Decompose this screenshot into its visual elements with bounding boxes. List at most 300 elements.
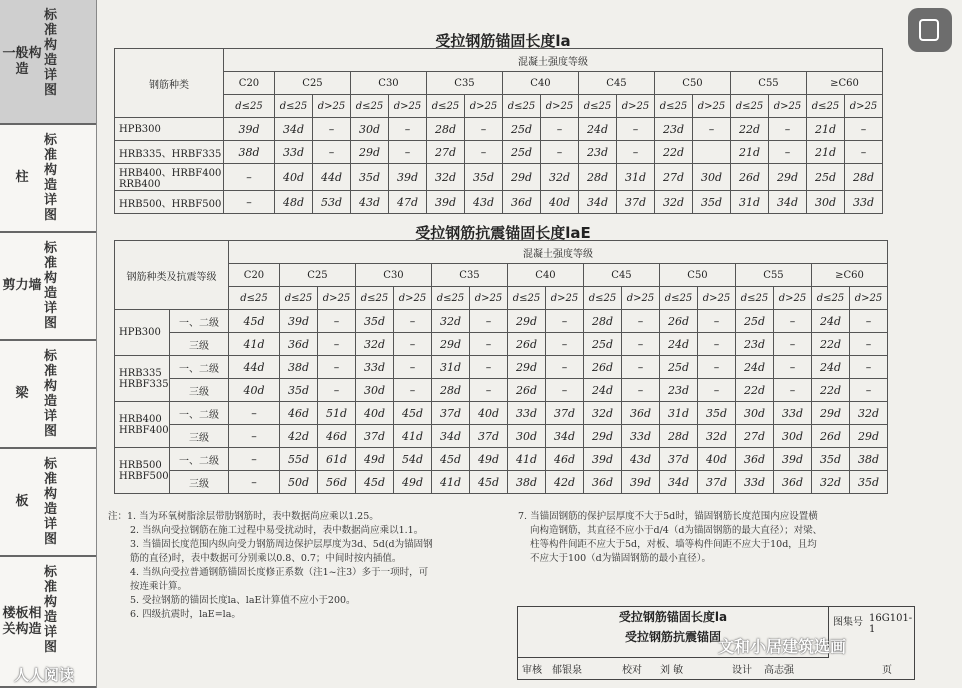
d-header: d≤25	[584, 287, 622, 310]
table-cell: –	[546, 310, 584, 333]
table-cell: 22d	[812, 333, 850, 356]
group-header: 混凝土强度等级	[224, 49, 883, 72]
table-cell: 42d	[280, 425, 318, 448]
table-cell: 29d	[432, 333, 470, 356]
grade-header: C45	[579, 72, 655, 95]
table-cell: –	[389, 118, 427, 141]
table-cell: –	[546, 356, 584, 379]
table-cell: 25d	[503, 141, 541, 164]
table-cell: 35d	[465, 164, 503, 191]
table-cell: –	[465, 118, 503, 141]
table-cell: –	[698, 333, 736, 356]
table-cell: 27d	[736, 425, 774, 448]
note-line: 柱等构件间距不应大于5d，对板、墙等构件间距不应大于10d，且均	[530, 539, 817, 550]
table-cell: –	[394, 310, 432, 333]
table-cell: 34d	[660, 471, 698, 494]
sidebar-tab-sublabel: 标准构造详图	[44, 8, 58, 98]
table-cell: 35d	[850, 471, 888, 494]
table-row-level: 三级	[170, 425, 229, 448]
row-header: 钢筋种类	[115, 49, 224, 118]
table-cell: 26d	[812, 425, 850, 448]
note-line: 4. 当纵向受拉普通钢筋锚固长度修正系数（注1~注3）多于一项时，可	[130, 567, 429, 578]
table-cell: 30d	[508, 425, 546, 448]
d-header: d>25	[394, 287, 432, 310]
table-cell: 31d	[731, 191, 769, 214]
table-cell: 44d	[313, 164, 351, 191]
seismic-anchorage-length-table	[114, 240, 888, 494]
table-cell: 26d	[660, 310, 698, 333]
d-header: d≤25	[736, 287, 774, 310]
table-cell: 21d	[731, 141, 769, 164]
table-cell: 45d	[229, 310, 280, 333]
table-cell: 32d	[698, 425, 736, 448]
table-cell: 22d	[812, 379, 850, 402]
table-cell: 29d	[769, 164, 807, 191]
table-cell: 49d	[470, 448, 508, 471]
table-cell: 42d	[546, 471, 584, 494]
table-cell: 33d	[356, 356, 394, 379]
d-header: d>25	[693, 95, 731, 118]
table-cell: –	[850, 310, 888, 333]
sidebar-tab-1[interactable]	[0, 125, 96, 233]
grade-header: C25	[275, 72, 351, 95]
sidebar-tab-label: 楼板相关构造	[2, 605, 42, 637]
table-cell: 37d	[698, 471, 736, 494]
table-cell: –	[698, 310, 736, 333]
grade-header: C20	[224, 72, 275, 95]
table-cell: 23d	[660, 379, 698, 402]
table-cell: 24d	[579, 118, 617, 141]
table-cell: 55d	[280, 448, 318, 471]
table-cell: –	[769, 118, 807, 141]
table-cell: 41d	[432, 471, 470, 494]
table-cell: 29d	[508, 310, 546, 333]
table-cell: 41d	[394, 425, 432, 448]
watermark-right: 文和小居建筑选画	[718, 637, 847, 656]
grade-header: C40	[508, 264, 584, 287]
table-cell: –	[541, 141, 579, 164]
table-cell: 43d	[351, 191, 389, 214]
table-cell: 27d	[655, 164, 693, 191]
title-block-cell: 刘 敏	[660, 665, 684, 676]
grade-header: C20	[229, 264, 280, 287]
table-cell: 33d	[622, 425, 660, 448]
table-cell: –	[698, 356, 736, 379]
table-cell: 35d	[351, 164, 389, 191]
d-header: d>25	[622, 287, 660, 310]
table-cell: 29d	[508, 356, 546, 379]
table-cell: 36d	[736, 448, 774, 471]
table-cell: 29d	[351, 141, 389, 164]
table-cell: 21d	[807, 141, 845, 164]
table-cell: 37d	[546, 402, 584, 425]
sidebar-tab-label: 剪力墙	[2, 278, 42, 293]
table-cell: –	[769, 141, 807, 164]
table-cell: 23d	[579, 141, 617, 164]
table-cell: 35d	[280, 379, 318, 402]
grade-header: C35	[427, 72, 503, 95]
sidebar-tab-label: 梁	[15, 386, 29, 401]
sidebar	[0, 0, 97, 688]
table-cell: –	[224, 164, 275, 191]
grade-header: C35	[432, 264, 508, 287]
d-header: d≤25	[432, 287, 470, 310]
table-cell: 29d	[503, 164, 541, 191]
d-header: d≤25	[655, 95, 693, 118]
table-row-label: HRB400、HRBF400 RRB400	[115, 164, 224, 191]
bookmark-button[interactable]	[908, 8, 952, 52]
table1-title: 受拉钢筋锚固长度la	[435, 32, 571, 50]
table-cell: –	[470, 333, 508, 356]
table-cell: 37d	[432, 402, 470, 425]
table-cell: –	[617, 118, 655, 141]
table-cell: 33d	[275, 141, 313, 164]
title-block-cell: 页	[882, 665, 892, 676]
table-cell: –	[318, 333, 356, 356]
table-cell: –	[850, 333, 888, 356]
table-cell: 33d	[736, 471, 774, 494]
table-cell: 28d	[660, 425, 698, 448]
sidebar-tab-0[interactable]	[0, 0, 96, 125]
table-cell: 22d	[731, 118, 769, 141]
table-cell: 25d	[660, 356, 698, 379]
table-cell: 24d	[660, 333, 698, 356]
table-cell: 24d	[584, 379, 622, 402]
grade-header: C45	[584, 264, 660, 287]
table-cell: 38d	[850, 448, 888, 471]
note-line: 注：1. 当为环氧树脂涂层带肋钢筋时，表中数据尚应乘以1.25。	[108, 511, 379, 522]
table-cell: 49d	[356, 448, 394, 471]
table-cell: 31d	[660, 402, 698, 425]
table-cell: 31d	[617, 164, 655, 191]
grade-header: ≥C60	[812, 264, 888, 287]
table-cell: –	[774, 310, 812, 333]
table-row-type: HPB300	[115, 310, 170, 356]
table2-title: 受拉钢筋抗震锚固长度laE	[415, 224, 591, 242]
table-cell: 38d	[280, 356, 318, 379]
grade-header: C40	[503, 72, 579, 95]
grade-header: C50	[660, 264, 736, 287]
d-header: d≤25	[280, 287, 318, 310]
table-cell: 43d	[622, 448, 660, 471]
table-cell: –	[318, 310, 356, 333]
table-cell: 38d	[508, 471, 546, 494]
note-line: 7. 当锚固钢筋的保护层厚度不大于5d时，锚固钢筋长度范围内应设置横	[518, 511, 818, 522]
title-block-cell: 审核	[522, 665, 542, 676]
d-header: d>25	[541, 95, 579, 118]
sidebar-tab-sublabel: 标准构造详图	[44, 457, 58, 547]
d-header: d≤25	[229, 287, 280, 310]
table-cell: 45d	[356, 471, 394, 494]
table-cell: 33d	[508, 402, 546, 425]
table-cell: 32d	[850, 402, 888, 425]
note-line: 向构造钢筋，其直径不应小于d/4（d为锚固钢筋的最大直径）；对梁、	[530, 525, 823, 536]
table-row-label: HRB335、HRBF335	[115, 141, 224, 164]
d-header: d>25	[769, 95, 807, 118]
table-cell: –	[774, 379, 812, 402]
title-block-cell: 高志强	[764, 665, 794, 676]
table-cell: –	[394, 333, 432, 356]
table-cell: 36d	[774, 471, 812, 494]
table-cell: 45d	[470, 471, 508, 494]
title-block-cell: 设计	[732, 665, 752, 676]
title-block-line1: 受拉钢筋锚固长度la	[618, 610, 728, 624]
anchorage-length-table	[114, 48, 883, 214]
note-line: 按连乘计算。	[130, 581, 188, 592]
table-cell: 44d	[229, 356, 280, 379]
table-cell: 34d	[769, 191, 807, 214]
table-cell: –	[465, 141, 503, 164]
table-cell: 49d	[394, 471, 432, 494]
sidebar-tab-label: 一般构造	[2, 45, 42, 77]
table-cell: 41d	[508, 448, 546, 471]
d-header: d≤25	[351, 95, 389, 118]
d-header: d≤25	[807, 95, 845, 118]
d-header: d≤25	[503, 95, 541, 118]
table-cell: –	[622, 310, 660, 333]
table-cell: 39d	[280, 310, 318, 333]
table-cell: 37d	[617, 191, 655, 214]
table-cell: 32d	[584, 402, 622, 425]
table-cell: 25d	[503, 118, 541, 141]
table-cell: 46d	[318, 425, 356, 448]
table-cell: 29d	[812, 402, 850, 425]
table-cell: 46d	[280, 402, 318, 425]
table-cell: 35d	[698, 402, 736, 425]
d-header: d>25	[318, 287, 356, 310]
table-cell: –	[229, 448, 280, 471]
table-cell: 40d	[275, 164, 313, 191]
table-cell: 23d	[655, 118, 693, 141]
table-row-label: HRB500、HRBF500	[115, 191, 224, 214]
note-line: 5. 受拉钢筋的锚固长度la、laE计算值不应小于200。	[130, 595, 356, 606]
table-cell: –	[850, 379, 888, 402]
d-header: d>25	[617, 95, 655, 118]
d-header: d>25	[850, 287, 888, 310]
table-row-type: HRB335 HRBF335	[115, 356, 170, 402]
table-cell: 48d	[275, 191, 313, 214]
sidebar-tab-sublabel: 标准构造详图	[44, 241, 58, 331]
table-cell: 24d	[812, 310, 850, 333]
table-cell: 28d	[845, 164, 883, 191]
table-cell: –	[224, 191, 275, 214]
notes-left	[108, 510, 433, 622]
sidebar-tab-label: 板	[15, 494, 29, 509]
table-cell: 30d	[807, 191, 845, 214]
table-cell: 33d	[845, 191, 883, 214]
table-cell: 45d	[432, 448, 470, 471]
table-cell: –	[845, 141, 883, 164]
sidebar-tab-2[interactable]	[0, 233, 96, 341]
table-cell: 23d	[736, 333, 774, 356]
atlas-label: 图集号	[833, 617, 863, 628]
d-header: d>25	[546, 287, 584, 310]
table-cell: –	[622, 333, 660, 356]
grade-header: C55	[736, 264, 812, 287]
table-cell: –	[622, 379, 660, 402]
table-cell: 37d	[470, 425, 508, 448]
note-line: 6. 四级抗震时，laE=la。	[130, 609, 241, 620]
table-cell: 32d	[432, 310, 470, 333]
table-cell: 39d	[224, 118, 275, 141]
table-cell: 36d	[280, 333, 318, 356]
table-cell: 40d	[541, 191, 579, 214]
d-header: d≤25	[731, 95, 769, 118]
table-row-level: 一、二级	[170, 310, 229, 333]
table-cell: 39d	[774, 448, 812, 471]
table-cell: –	[470, 356, 508, 379]
table-row-type: HRB500 HRBF500	[115, 448, 170, 494]
table-cell: 25d	[807, 164, 845, 191]
table-cell: 28d	[584, 310, 622, 333]
table-cell: 22d	[736, 379, 774, 402]
table-cell: 24d	[736, 356, 774, 379]
table-cell: –	[394, 379, 432, 402]
table-cell: 22d	[655, 141, 693, 164]
table-cell: 36d	[584, 471, 622, 494]
note-line: 筋的直径)时，表中数据可分别乘以0.8、0.7；中间时按内插值。	[130, 553, 402, 564]
table-cell: 39d	[584, 448, 622, 471]
table-cell: 31d	[432, 356, 470, 379]
table-cell: –	[313, 141, 351, 164]
table-cell: –	[229, 425, 280, 448]
bookmark-icon	[919, 19, 939, 41]
sidebar-tab-sublabel: 标准构造详图	[44, 133, 58, 223]
table-cell: 40d	[698, 448, 736, 471]
note-line: 2. 当纵向受拉钢筋在施工过程中易受扰动时，表中数据尚应乘以1.1。	[130, 525, 424, 536]
table-cell: 36d	[622, 402, 660, 425]
table-cell: –	[470, 379, 508, 402]
table-cell: 32d	[655, 191, 693, 214]
grade-header: ≥C60	[807, 72, 883, 95]
sidebar-tab-sublabel: 标准构造详图	[44, 565, 58, 655]
table-row-level: 三级	[170, 471, 229, 494]
table-cell: –	[774, 356, 812, 379]
table-cell: 35d	[693, 191, 731, 214]
table-cell: 41d	[229, 333, 280, 356]
table-cell: –	[394, 356, 432, 379]
table-cell: 26d	[731, 164, 769, 191]
table-cell: 29d	[584, 425, 622, 448]
table-row-level: 三级	[170, 379, 229, 402]
sidebar-tab-3[interactable]	[0, 341, 96, 449]
title-block-cell: 校对	[622, 665, 642, 676]
d-header: d≤25	[275, 95, 313, 118]
title-block	[517, 606, 915, 680]
table-cell: 39d	[427, 191, 465, 214]
table-cell: 32d	[356, 333, 394, 356]
table-row-level: 一、二级	[170, 356, 229, 379]
group-header: 混凝土强度等级	[229, 241, 888, 264]
table-cell: 45d	[394, 402, 432, 425]
d-header: d≤25	[224, 95, 275, 118]
table-row-level: 一、二级	[170, 402, 229, 425]
table-cell: 54d	[394, 448, 432, 471]
table-cell: 37d	[660, 448, 698, 471]
title-block-cell: 郁银泉	[552, 665, 582, 676]
table-cell: 61d	[318, 448, 356, 471]
table-cell: 40d	[229, 379, 280, 402]
table-cell: –	[318, 356, 356, 379]
row-header: 钢筋种类及抗震等级	[115, 241, 229, 310]
table-cell: 37d	[356, 425, 394, 448]
table-cell: 34d	[579, 191, 617, 214]
d-header: d>25	[698, 287, 736, 310]
table-cell: 53d	[313, 191, 351, 214]
table-cell: 26d	[508, 379, 546, 402]
table-cell: –	[541, 118, 579, 141]
table-cell: 28d	[579, 164, 617, 191]
table-row-label: HPB300	[115, 118, 224, 141]
d-header: d≤25	[508, 287, 546, 310]
table-cell: 34d	[432, 425, 470, 448]
table-cell: 46d	[546, 448, 584, 471]
d-header: d≤25	[427, 95, 465, 118]
table-cell: 29d	[850, 425, 888, 448]
table-row-level: 一、二级	[170, 448, 229, 471]
atlas-number: 16G101-1	[869, 613, 913, 635]
table-cell: –	[229, 471, 280, 494]
table-cell: 30d	[693, 164, 731, 191]
table-row-level: 三级	[170, 333, 229, 356]
table-cell: 28d	[432, 379, 470, 402]
table-cell: 38d	[224, 141, 275, 164]
title-block-line2: 受拉钢筋抗震锚固	[624, 630, 721, 644]
table-cell: –	[313, 118, 351, 141]
table-cell: 30d	[351, 118, 389, 141]
table-cell: 43d	[465, 191, 503, 214]
table-cell: 30d	[736, 402, 774, 425]
table-row-type: HRB400 HRBF400	[115, 402, 170, 448]
table-cell: –	[389, 141, 427, 164]
d-header: d>25	[774, 287, 812, 310]
table-cell: –	[693, 118, 731, 141]
table-cell: 51d	[318, 402, 356, 425]
grade-header: C30	[351, 72, 427, 95]
table-cell: 32d	[541, 164, 579, 191]
table-cell: 30d	[774, 425, 812, 448]
sidebar-tab-4[interactable]	[0, 449, 96, 557]
table-cell: 26d	[508, 333, 546, 356]
table-cell: 40d	[470, 402, 508, 425]
note-line: 3. 当锚固长度范围内纵向受力钢筋周边保护层厚度为3d、5d(d为锚固钢	[130, 539, 433, 550]
table-cell: 32d	[812, 471, 850, 494]
d-header: d>25	[470, 287, 508, 310]
d-header: d≤25	[579, 95, 617, 118]
grade-header: C30	[356, 264, 432, 287]
table-cell: 25d	[736, 310, 774, 333]
grade-header: C25	[280, 264, 356, 287]
table-cell: 40d	[356, 402, 394, 425]
table-cell: 26d	[584, 356, 622, 379]
table-cell: 27d	[427, 141, 465, 164]
d-header: d≤25	[660, 287, 698, 310]
table-cell: –	[318, 379, 356, 402]
table-cell: 34d	[275, 118, 313, 141]
sidebar-tab-sublabel: 标准构造详图	[44, 349, 58, 439]
note-line: 不应大于100（d为锚固钢筋的最小直径）。	[530, 553, 711, 564]
d-header: d>25	[389, 95, 427, 118]
d-header: d>25	[313, 95, 351, 118]
table-cell: 47d	[389, 191, 427, 214]
table-cell: –	[617, 141, 655, 164]
table-cell: –	[850, 356, 888, 379]
table-cell: 25d	[584, 333, 622, 356]
d-header: d≤25	[356, 287, 394, 310]
table-cell: –	[698, 379, 736, 402]
table-cell: 28d	[427, 118, 465, 141]
title-block-signatures	[518, 658, 914, 679]
